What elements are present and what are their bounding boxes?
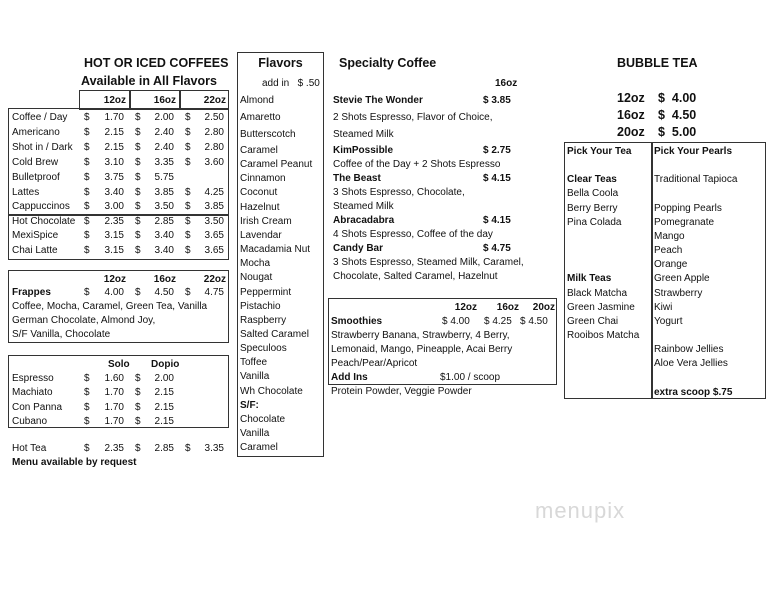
price: 2.15 [154, 401, 174, 413]
tea-option: Black Matcha [567, 287, 628, 299]
smoothie-price: $ 4.25 [484, 316, 512, 327]
smoothies-name: Smoothies [331, 316, 383, 327]
price: 3.40 [154, 230, 174, 241]
price: 4.75 [204, 287, 224, 298]
size-header: Solo [108, 359, 130, 370]
price: 1.60 [104, 373, 124, 384]
flavor-item: Salted Caramel [240, 328, 309, 340]
espresso-item-name: Espresso [12, 373, 54, 384]
specialty-price: $ 4.75 [483, 243, 511, 254]
price: 3.15 [104, 230, 124, 241]
price: 2.85 [154, 443, 174, 454]
coffee-item-name: Americano [12, 127, 60, 138]
price: 3.40 [154, 245, 174, 256]
bubble-price: $ 5.00 [658, 125, 697, 139]
currency-symbol: $ [135, 127, 141, 138]
flavor-item: Raspberry [240, 314, 287, 326]
currency-symbol: $ [135, 373, 141, 384]
coffee-item-name: Coffee / Day [12, 112, 68, 123]
flavor-item: Butterscotch [240, 129, 296, 140]
price: 3.15 [104, 245, 124, 256]
flavor-item: Peppermint [240, 286, 292, 298]
tea-option: Berry Berry [567, 202, 618, 214]
price: 3.75 [104, 172, 124, 183]
pearl-option: Peach [654, 245, 683, 257]
currency-symbol: $ [135, 172, 141, 183]
specialty-drink-name: KimPossible [333, 145, 394, 156]
price: 2.15 [154, 387, 174, 399]
currency-symbol: $ [84, 157, 90, 168]
price: 2.40 [154, 142, 174, 153]
price: 4.25 [204, 187, 224, 198]
extra-scoop-note: extra scoop $.75 [654, 386, 733, 398]
specialty-description: Steamed Milk [333, 129, 394, 140]
price: 3.10 [104, 157, 124, 168]
currency-symbol: $ [84, 401, 90, 413]
currency-symbol: $ [135, 415, 141, 427]
currency-symbol: $ [135, 287, 141, 298]
coffee-item-name: Bulletproof [12, 172, 60, 183]
currency-symbol: $ [135, 245, 141, 256]
currency-symbol: $ [84, 216, 90, 227]
currency-symbol: $ [84, 201, 90, 212]
frappes-flavor-line: Coffee, Mocha, Caramel, Green Tea, Vanilla [12, 301, 208, 312]
specialty-drink-name: Candy Bar [333, 243, 384, 254]
size-header: 22oz [203, 274, 226, 285]
price: 3.35 [154, 157, 174, 168]
price: 4.50 [154, 287, 174, 298]
specialty-description: 4 Shots Espresso, Coffee of the day [333, 229, 493, 240]
currency-symbol: $ [135, 201, 141, 212]
coffee-item-name: MexiSpice [12, 230, 59, 241]
hot-tea-name: Hot Tea [12, 443, 47, 454]
flavor-item: Nougat [240, 272, 273, 284]
frappes-flavor-line: S/F Vanilla, Chocolate [12, 329, 111, 340]
coffees-title: HOT OR ICED COFFEES [84, 56, 229, 70]
currency-symbol: $ [185, 142, 191, 153]
price: 2.00 [154, 373, 174, 384]
currency-symbol: $ [84, 172, 90, 183]
currency-symbol: $ [185, 245, 191, 256]
add-ins-list: Protein Powder, Veggie Powder [331, 386, 472, 397]
currency-symbol: $ [84, 373, 90, 384]
pearl-option: Rainbow Jellies [654, 344, 724, 356]
smoothie-price: $ 4.00 [442, 316, 470, 327]
tea-option: Rooibos Matcha [567, 329, 640, 341]
flavor-item: Lavendar [240, 229, 282, 241]
specialty-description: Chocolate, Salted Caramel, Hazelnut [333, 271, 498, 282]
size-header: 12oz [454, 302, 477, 313]
price: 2.40 [154, 127, 174, 138]
pearl-option: Pomegranate [654, 216, 715, 228]
pick-pearls-header: Pick Your Pearls [654, 146, 733, 157]
flavor-item: Wh Chocolate [240, 385, 303, 397]
pearl-option: Green Apple [654, 273, 710, 285]
flavor-item: Chocolate [240, 413, 286, 425]
pearl-option: Popping Pearls [654, 202, 722, 214]
specialty-title: Specialty Coffee [339, 56, 437, 70]
currency-symbol: $ [135, 142, 141, 153]
coffees-subtitle: Available in All Flavors [81, 74, 217, 88]
smoothie-price: $ 4.50 [520, 316, 548, 327]
coffee-item-name: Shot in / Dark [12, 142, 73, 153]
price: 4.00 [104, 287, 124, 298]
coffee-item-name: Lattes [12, 187, 40, 198]
specialty-description: 2 Shots Espresso, Flavor of Choice, [333, 112, 493, 123]
price: 2.35 [104, 443, 124, 454]
price: 1.70 [104, 387, 124, 399]
tea-category: Clear Teas [567, 174, 617, 186]
currency-symbol: $ [84, 112, 90, 123]
currency-symbol: $ [135, 230, 141, 241]
currency-symbol: $ [135, 443, 141, 454]
pearl-option: Yogurt [654, 315, 683, 327]
bubble-size: 12oz [617, 91, 645, 105]
currency-symbol: $ [185, 201, 191, 212]
price: 2.50 [204, 112, 224, 123]
size-header: Dopio [151, 359, 180, 370]
currency-symbol: $ [84, 443, 90, 454]
pearl-option: Traditional Tapioca [654, 174, 738, 186]
coffee-item-name: Cold Brew [12, 157, 59, 168]
flavor-item: Macadamia Nut [240, 244, 311, 256]
currency-symbol: $ [135, 187, 141, 198]
size-header: 12oz [103, 95, 126, 106]
currency-symbol: $ [135, 387, 141, 399]
currency-symbol: $ [84, 187, 90, 198]
bubble-price: $ 4.50 [658, 108, 697, 122]
price: 1.70 [104, 415, 124, 427]
price: 3.00 [104, 201, 124, 212]
smoothie-flavor-line: Lemonaid, Mango, Pineapple, Acai Berry [331, 344, 513, 355]
currency-symbol: $ [185, 216, 191, 227]
price: 3.35 [204, 443, 224, 454]
pearl-option: Mango [654, 230, 685, 242]
currency-symbol: $ [185, 230, 191, 241]
currency-symbol: $ [185, 443, 191, 454]
price: 3.50 [204, 216, 224, 227]
currency-symbol: $ [185, 157, 191, 168]
currency-symbol: $ [84, 142, 90, 153]
flavor-item: Cinnamon [240, 173, 286, 185]
currency-symbol: $ [135, 216, 141, 227]
bubble-size: 20oz [617, 125, 645, 139]
flavor-item: Hazelnut [240, 201, 280, 213]
flavor-item: Mocha [240, 258, 271, 270]
bubble-tea-title: BUBBLE TEA [617, 56, 698, 70]
hot-tea-note: Menu available by request [12, 457, 137, 468]
tea-category: Milk Teas [567, 273, 612, 285]
currency-symbol: $ [185, 127, 191, 138]
bubble-size: 16oz [617, 108, 645, 122]
tea-option: Bella Coola [567, 188, 619, 200]
price: 2.80 [204, 142, 224, 153]
specialty-price: $ 2.75 [483, 145, 511, 156]
pearl-option: Strawberry [654, 287, 703, 299]
price: 2.35 [104, 216, 124, 227]
currency-symbol: $ [84, 245, 90, 256]
price: 3.65 [204, 245, 224, 256]
specialty-size: 16oz [495, 78, 518, 89]
bubble-price: $ 4.00 [658, 91, 697, 105]
flavor-item: Vanilla [240, 371, 270, 383]
flavor-item: Pistachio [240, 300, 281, 312]
flavor-item: Caramel [240, 145, 278, 156]
size-header: 12oz [103, 274, 126, 285]
flavor-item: Toffee [240, 357, 268, 369]
flavor-item: Vanilla [240, 428, 270, 439]
currency-symbol: $ [84, 287, 90, 298]
size-header: 22oz [203, 95, 226, 106]
price: 2.15 [104, 127, 124, 138]
coffee-item-name: Cappuccinos [12, 201, 70, 212]
specialty-drink-name: Stevie The Wonder [333, 95, 423, 106]
price: 5.75 [154, 172, 174, 183]
flavor-item: Coconut [240, 187, 278, 199]
specialty-drink-name: Abracadabra [333, 215, 395, 226]
espresso-item-name: Con Panna [12, 401, 63, 413]
add-ins-price: $1.00 / scoop [440, 372, 501, 383]
flavor-item: Irish Cream [240, 215, 292, 227]
size-header: 16oz [153, 95, 176, 106]
specialty-price: $ 4.15 [483, 215, 511, 226]
frappes-flavor-line: German Chocolate, Almond Joy, [12, 315, 156, 326]
price: 3.85 [204, 201, 224, 212]
size-header: 20oz [532, 302, 555, 313]
espresso-item-name: Cubano [12, 415, 48, 427]
specialty-drink-name: The Beast [333, 173, 381, 184]
espresso-item-name: Machiato [12, 387, 53, 399]
currency-symbol: $ [84, 415, 90, 427]
pearl-option: Kiwi [654, 301, 673, 313]
smoothie-flavor-line: Strawberry Banana, Strawberry, 4 Berry, [331, 330, 510, 341]
smoothie-flavor-line: Peach/Pear/Apricot [331, 358, 418, 369]
currency-symbol: $ [185, 112, 191, 123]
add-ins-label: Add Ins [331, 372, 368, 383]
pearl-option: Orange [654, 259, 688, 271]
price: 2.15 [154, 415, 174, 427]
currency-symbol: $ [185, 287, 191, 298]
price: 1.70 [104, 401, 124, 413]
price: 2.80 [204, 127, 224, 138]
specialty-description: 3 Shots Espresso, Chocolate, [333, 187, 465, 198]
flavor-item: Caramel [240, 442, 278, 454]
size-header: 16oz [496, 302, 519, 313]
specialty-description: 3 Shots Espresso, Steamed Milk, Caramel, [333, 257, 524, 268]
price: 2.85 [154, 216, 174, 227]
currency-symbol: $ [84, 387, 90, 399]
watermark-logo: menupix [535, 498, 626, 523]
price: 2.00 [154, 112, 174, 123]
specialty-description: Steamed Milk [333, 201, 394, 212]
price: 3.85 [154, 187, 174, 198]
currency-symbol: $ [185, 187, 191, 198]
coffee-item-name: Hot Chocolate [12, 216, 76, 227]
tea-option: Green Jasmine [567, 301, 635, 313]
currency-symbol: $ [135, 401, 141, 413]
flavor-item: Speculoos [240, 343, 287, 355]
tea-option: Pina Colada [567, 216, 622, 228]
specialty-description: Coffee of the Day + 2 Shots Espresso [333, 159, 501, 170]
currency-symbol: $ [135, 112, 141, 123]
currency-symbol: $ [135, 157, 141, 168]
specialty-price: $ 3.85 [483, 95, 511, 106]
pick-tea-header: Pick Your Tea [567, 146, 632, 157]
tea-option: Green Chai [567, 315, 619, 327]
price: 1.70 [104, 112, 124, 123]
pearl-option: Aloe Vera Jellies [654, 358, 728, 370]
flavor-item: S/F: [240, 399, 259, 411]
frappes-name: Frappes [12, 287, 51, 298]
coffee-item-name: Chai Latte [12, 245, 58, 256]
flavor-item: Almond [240, 95, 274, 106]
price: 2.15 [104, 142, 124, 153]
size-header: 16oz [153, 274, 176, 285]
flavors-title: Flavors [258, 56, 303, 70]
currency-symbol: $ [84, 230, 90, 241]
flavor-item: Caramel Peanut [240, 159, 313, 171]
specialty-price: $ 4.15 [483, 173, 511, 184]
price: 3.40 [104, 187, 124, 198]
currency-symbol: $ [84, 127, 90, 138]
flavor-item: Amaretto [240, 112, 281, 123]
flavors-add-in: add in $ .50 [262, 78, 320, 89]
price: 3.60 [204, 157, 224, 168]
price: 3.50 [154, 201, 174, 212]
price: 3.65 [204, 230, 224, 241]
